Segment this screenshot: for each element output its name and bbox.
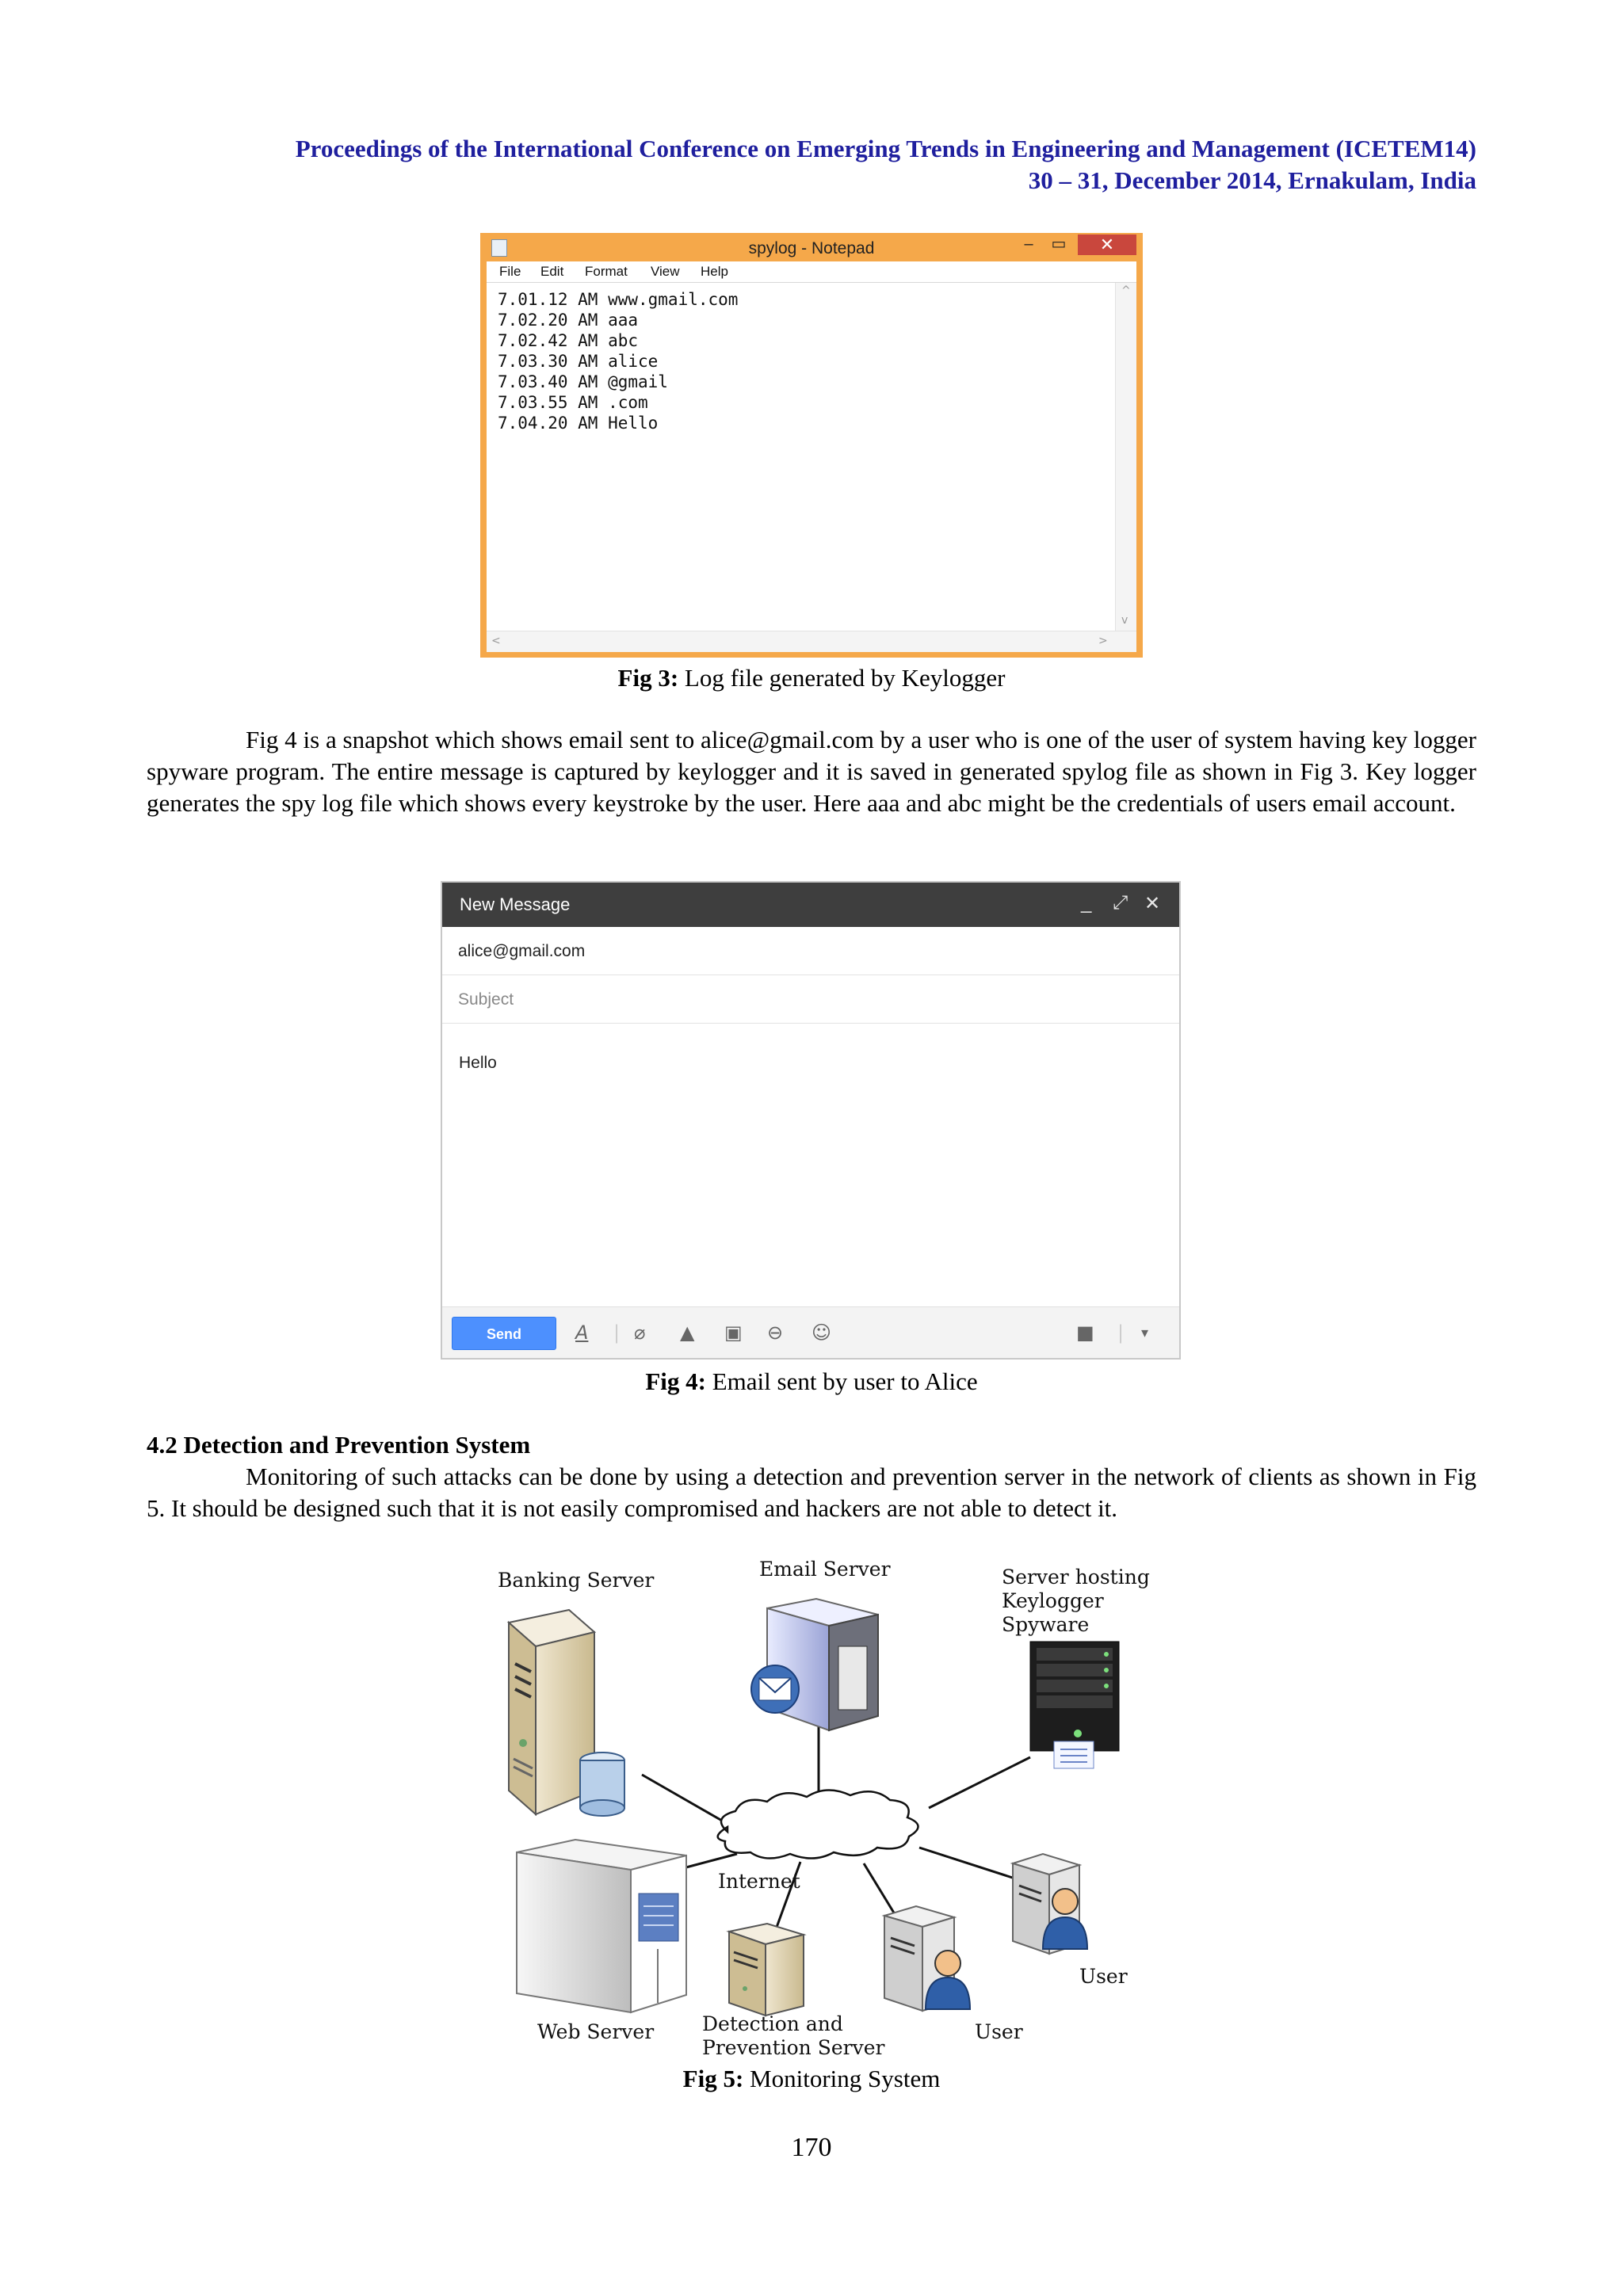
minimize-icon[interactable]: _ <box>1081 892 1092 913</box>
banking-server-icon <box>509 1610 624 1816</box>
fig4-caption <box>0 1366 1623 1398</box>
attach-icon[interactable]: ⌀ <box>634 1322 646 1344</box>
label-user-middle: User <box>975 2020 1023 2043</box>
page-number: 170 <box>791 2133 832 2162</box>
log-line: 7.03.30 AM alice <box>498 352 659 371</box>
log-line: 7.03.55 AM .com <box>498 393 648 412</box>
menu-file[interactable]: File <box>499 264 521 279</box>
label-line: Spyware <box>1002 1613 1090 1636</box>
notepad-text-area[interactable] <box>487 282 1136 652</box>
label-detection-server <box>702 2012 884 2060</box>
send-button[interactable]: Send <box>452 1317 556 1350</box>
label-line: Server hosting <box>1002 1566 1150 1589</box>
close-icon[interactable]: ✕ <box>1078 235 1136 255</box>
paragraph-text: Monitoring of such attacks can be done by using a detection and prevention server in the network of clients as shown in Fig 5. It should be designed such that it is not easily compromised and hackers are not able to detect it. <box>147 1463 1476 1522</box>
label-line: Keylogger <box>1002 1589 1104 1612</box>
fig3-caption-text: Log file generated by Keylogger <box>678 664 1006 692</box>
expand-icon[interactable]: ⤢ <box>1113 892 1128 913</box>
to-recipient: alice@gmail.com <box>458 942 586 960</box>
notepad-titlebar <box>480 233 1143 261</box>
section-heading: 4.2 Detection and Prevention System <box>147 1431 531 1459</box>
maximize-icon[interactable]: ▭ <box>1051 235 1067 253</box>
drive-icon[interactable]: ▲ <box>680 1322 695 1344</box>
paragraph-fig4-description <box>147 724 1476 819</box>
fig3-caption <box>0 662 1623 694</box>
label-keylogger-server <box>1002 1566 1150 1637</box>
more-options-icon[interactable]: ▾ <box>1141 1325 1149 1341</box>
keylogger-server-icon <box>1030 1642 1119 1768</box>
label-banking-server: Banking Server <box>498 1569 655 1592</box>
paragraph-text: Fig 4 is a snapshot which shows email sent to alice@gmail.com by a user who is one of the user of system having key logger spyware program. The entire message is captured by keylogger and it is saved in generated spylog file as shown in Fig 3. Key logger generates the spy log file which shows every keystroke by the user. Here aaa and abc might be the credentials of users email account. <box>147 726 1476 817</box>
scroll-left-icon[interactable]: < <box>491 635 501 647</box>
notepad-menubar <box>487 261 1136 282</box>
notepad-title: spylog - Notepad <box>748 239 875 257</box>
header-line-1: Proceedings of the International Conference on Emerging Trends in Engineering and Management (ICETEM14) <box>295 135 1476 162</box>
internet-cloud-icon <box>718 1790 918 1858</box>
scroll-up-icon[interactable]: ^ <box>1121 284 1131 297</box>
label-user-right: User <box>1079 1965 1128 1988</box>
insert-photo-icon[interactable]: ▣ <box>724 1322 743 1344</box>
label-web-server: Web Server <box>537 2020 655 2043</box>
close-icon[interactable]: ✕ <box>1144 893 1161 914</box>
log-line: 7.03.40 AM @gmail <box>498 372 668 391</box>
fig5-caption-label: Fig 5: <box>682 2065 744 2092</box>
compose-header <box>442 883 1179 927</box>
subject-field[interactable] <box>442 975 1179 1024</box>
toolbar-separator: | <box>613 1322 621 1344</box>
scroll-right-icon[interactable]: > <box>1098 635 1108 647</box>
horizontal-scrollbar[interactable] <box>487 631 1136 652</box>
fig3-caption-label: Fig 3: <box>617 664 679 692</box>
web-server-icon <box>517 1840 686 2012</box>
subject-placeholder: Subject <box>458 990 514 1009</box>
header-line-2: 30 – 31, December 2014, Ernakulam, India <box>1028 166 1476 194</box>
label-internet: Internet <box>718 1870 800 1893</box>
paragraph-section-intro <box>147 1461 1476 1524</box>
menu-format[interactable]: Format <box>585 264 628 279</box>
notepad-window <box>480 233 1143 658</box>
label-line: Detection and <box>702 2012 843 2035</box>
menu-view[interactable]: View <box>651 264 680 279</box>
toolbar-separator: | <box>1117 1322 1125 1344</box>
fig5-caption-text: Monitoring System <box>743 2065 941 2092</box>
fig4-caption-label: Fig 4: <box>645 1367 706 1395</box>
detection-prevention-server-icon <box>729 1924 804 2016</box>
message-body[interactable]: Hello <box>459 1054 497 1072</box>
to-field[interactable] <box>442 927 1179 975</box>
fig4-caption-text: Email sent by user to Alice <box>705 1367 978 1395</box>
insert-link-icon[interactable]: ⊖ <box>767 1322 784 1344</box>
formatting-icon[interactable]: A <box>575 1322 589 1344</box>
email-server-icon <box>751 1599 878 1730</box>
vertical-scrollbar[interactable] <box>1115 283 1136 631</box>
log-line: 7.02.20 AM aaa <box>498 311 639 330</box>
menu-help[interactable]: Help <box>701 264 728 279</box>
email-compose-window <box>441 881 1181 1360</box>
log-line: 7.01.12 AM www.gmail.com <box>498 290 739 309</box>
log-line: 7.04.20 AM Hello <box>498 414 659 433</box>
log-line: 7.02.42 AM abc <box>498 331 639 350</box>
label-line: Prevention Server <box>702 2036 885 2059</box>
scroll-down-icon[interactable]: v <box>1121 614 1128 627</box>
compose-title: New Message <box>460 894 571 914</box>
conference-header <box>147 133 1476 196</box>
emoji-icon[interactable]: ☺ <box>812 1322 832 1344</box>
menu-edit[interactable]: Edit <box>540 264 564 279</box>
compose-toolbar <box>442 1306 1179 1358</box>
label-email-server: Email Server <box>759 1558 891 1581</box>
user-workstation-icon <box>1013 1854 1087 1954</box>
discard-draft-icon[interactable]: ■ <box>1076 1322 1094 1344</box>
user-workstation-icon <box>884 1906 970 2011</box>
fig5-caption <box>0 2063 1623 2095</box>
minimize-icon[interactable]: – <box>1024 235 1033 253</box>
